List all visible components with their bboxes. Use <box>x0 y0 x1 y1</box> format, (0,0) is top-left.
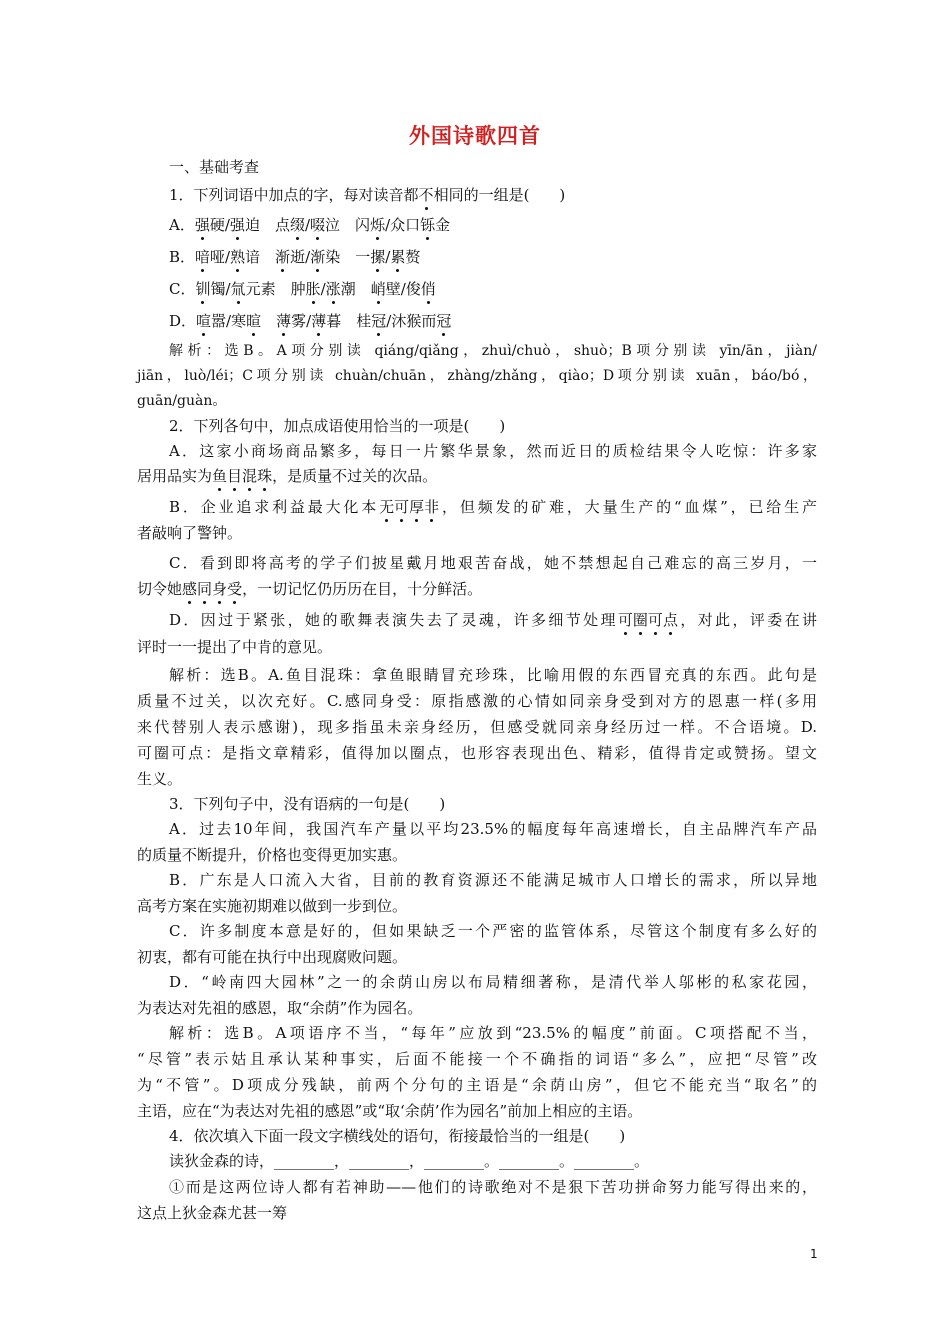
q1-analysis-line: guān/guàn。 <box>137 393 227 409</box>
q3-option-d-line: D．“岭南四大园林”之一的余荫山房以布局精细著称，是清代举人邬彬的私家花园， <box>169 973 817 991</box>
q2-analysis-line: 质量不过关，以次充好。C.感同身受：原指感激的心情如同亲身受到对方的恩惠一样(多用 <box>137 692 817 710</box>
q3-analysis-line: 解析：选B。A项语序不当，“每年”应放到“23.5%的幅度”前面。C项搭配不当， <box>169 1024 817 1042</box>
q1-stem: 1．下列词语中加点的字，每对读音都不相同的一组是( ) <box>169 186 566 204</box>
q3-option-a-line: A．过去10年间，我国汽车产量以平均23.5%的幅度每年高速增长，自主品牌汽车产品 <box>169 820 817 838</box>
q3-option-d-line: 为表达对先祖的感恩，取“余荫”作为园名。 <box>137 999 423 1017</box>
q4-fill-line: 读狄金森的诗，________，________，________。________。________。 <box>169 1152 650 1170</box>
q1-option-d: D．喧嚣/寒暄 薄雾/薄暮 桂冠/沐猴而冠 <box>169 312 452 330</box>
q3-option-c-line: C．许多制度本意是好的，但如果缺乏一个严密的监管体系，尽管这个制度有多么好的 <box>169 922 817 940</box>
q3-option-b-line: 高考方案在实施初期难以做到一步到位。 <box>137 897 408 915</box>
q2-option-a-line: A．这家小商场商品繁多，每日一片繁华景象，然而近日的质检结果令人吃惊：许多家 <box>169 442 817 460</box>
q1-option-a: A．强硬/强迫 点缀/啜泣 闪烁/众口铄金 <box>169 216 451 234</box>
q4-option-line: ①而是这两位诗人都有若神助——他们的诗歌绝对不是狠下苦功拼命努力能写得出来的， <box>169 1178 817 1196</box>
q3-stem: 3．下列句子中，没有语病的一句是( ) <box>169 795 446 813</box>
q2-analysis-line: 可圈可点：是指文章精彩，值得加以圈点，也形容表现出色、精彩，值得肯定或赞扬。望文 <box>137 744 817 762</box>
q3-option-a-line: 的质量不断提升，价格也变得更加实惠。 <box>137 846 408 864</box>
q4-stem: 4．依次填入下面一段文字横线处的语句，衔接最恰当的一组是( ) <box>169 1127 626 1145</box>
q2-analysis-line: 生义。 <box>137 770 183 788</box>
q2-stem: 2．下列各句中，加点成语使用恰当的一项是( ) <box>169 417 506 435</box>
q3-analysis-line: “尽管”表示姑且承认某种事实，后面不能接一个不确指的词语“多么”，应把“尽管”改 <box>137 1050 817 1068</box>
q2-option-b-line: B．企业追求利益最大化本无可厚非，但频发的矿难，大量生产的“血煤”，已给生产 <box>169 498 817 516</box>
q2-analysis-line: 来代替别人表示感谢)，现多指虽未亲身经历，但感受就同亲身经历过一样。不合语境。D. <box>137 718 817 736</box>
q3-option-c-line: 初衷，都有可能在执行中出现腐败问题。 <box>137 948 408 966</box>
document-title: 外国诗歌四首 <box>409 124 541 148</box>
q1-option-c: C．钏镯/氚元素 肿胀/涨潮 峭壁/俊俏 <box>169 280 436 298</box>
q2-option-d-line: 评时一一提出了中肯的意见。 <box>137 638 333 656</box>
q2-analysis-line: 解析：选B。A.鱼目混珠：拿鱼眼睛冒充珍珠，比喻用假的东西冒充真的东西。此句是 <box>169 666 817 684</box>
q1-analysis-line: jiān，luò/léi；C项分别读 chuàn/chuān，zhàng/zhǎng，qiào；D项分别读 xuān，báo/bó， <box>137 368 817 384</box>
q2-option-a-line: 居用品实为鱼目混珠，是质量不过关的次品。 <box>137 467 438 485</box>
q1-option-b: B．喑哑/熟谙 渐逝/渐染 一摞/累赘 <box>169 248 421 266</box>
q3-analysis-line: 为“不管”。D项成分残缺，前两个分句的主语是“余荫山房”，但它不能充当“取名”的 <box>137 1076 817 1094</box>
q3-option-b-line: B．广东是人口流入大省，目前的教育资源还不能满足城市人口增长的需求，所以异地 <box>169 871 817 889</box>
q2-option-d-line: D．因过于紧张，她的歌舞表演失去了灵魂，许多细节处理可圈可点，对此，评委在讲 <box>169 611 817 629</box>
section-heading: 一、基础考查 <box>169 158 260 176</box>
q3-analysis-line: 主语，应在“为表达对先祖的感恩”或“取‘余荫’作为园名”前加上相应的主语。 <box>137 1102 643 1120</box>
q2-option-c-line: 切令她感同身受，一切记忆仍历历在目，十分鲜活。 <box>137 580 483 598</box>
q2-option-c-line: C．看到即将高考的学子们披星戴月地艰苦奋战，她不禁想起自己难忘的高三岁月，一 <box>169 554 817 572</box>
q1-analysis-line: 解析：选B。A项分别读 qiáng/qiǎng，zhuì/chuò，shuò；B项分别读 yīn/ān，jiàn/ <box>169 343 817 359</box>
q4-option-line: 这点上狄金森尤甚一筹 <box>137 1204 288 1222</box>
q2-option-b-line: 者敲响了警钟。 <box>137 524 243 542</box>
page-number: 1 <box>810 1247 818 1261</box>
